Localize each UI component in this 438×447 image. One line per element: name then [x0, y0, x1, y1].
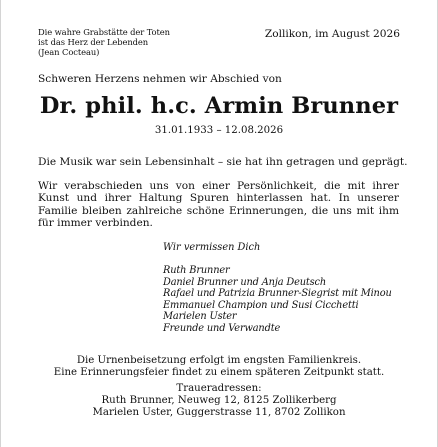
- quote-author: (Jean Cocteau): [38, 47, 100, 57]
- quote-line-1: Die wahre Grabstätte der Toten: [38, 27, 170, 37]
- left-border: [0, 0, 1, 447]
- music-statement: Die Musik war sein Lebensinhalt – sie hat ihn getragen und geprägt.: [38, 156, 408, 168]
- quote-line-2: ist das Herz der Lebenden: [38, 37, 149, 47]
- mourning-addresses: [0, 383, 438, 419]
- mourner-name: Emmanuel Champion und Susi Cicchetti: [163, 299, 359, 311]
- addresses-heading: Traueradressen:: [176, 383, 262, 394]
- mourner-name: Freunde und Verwandte: [163, 322, 281, 334]
- mourners-list: [163, 265, 392, 335]
- we-miss-you: Wir vermissen Dich: [163, 242, 261, 253]
- intro-text: Schweren Herzens nehmen wir Abschied von: [38, 73, 282, 85]
- life-dates: 31.01.1933 – 12.08.2026: [154, 125, 284, 136]
- urn-line-2: Eine Erinnerungsfeier findet zu einem späteren Zeitpunkt statt.: [53, 367, 385, 379]
- epigraph-quote: [38, 27, 170, 57]
- urn-line-1: Die Urnenbeisetzung erfolgt im engsten Familienkreis.: [76, 355, 362, 366]
- deceased-name: Dr. phil. h.c. Armin Brunner: [39, 93, 399, 119]
- mourner-name: Rafael und Patrizia Brunner-Siegrist mit Minou: [163, 288, 392, 300]
- place-date: Zollikon, im August 2026: [264, 28, 400, 40]
- address-1: Ruth Brunner, Neuweg 12, 8125 Zollikerberg: [101, 394, 337, 406]
- mourner-name: Daniel Brunner und Anja Deutsch: [163, 276, 327, 288]
- urn-burial-notice: [0, 355, 438, 379]
- farewell-paragraph: Wir verabschieden uns von einer Persönlichkeit, die mit ihrer Kunst und ihrer Haltung Spuren hinterlassen hat. In unserer Familie bleiben zahlreiche schöne Erinnerungen, die uns mit ihm für immer verbinden.: [38, 180, 399, 229]
- mourner-name: Ruth Brunner: [163, 265, 230, 276]
- mourner-name: Marielen Uster: [163, 311, 237, 323]
- address-2: Marielen Uster, Guggerstrasse 11, 8702 Zollikon: [92, 406, 346, 418]
